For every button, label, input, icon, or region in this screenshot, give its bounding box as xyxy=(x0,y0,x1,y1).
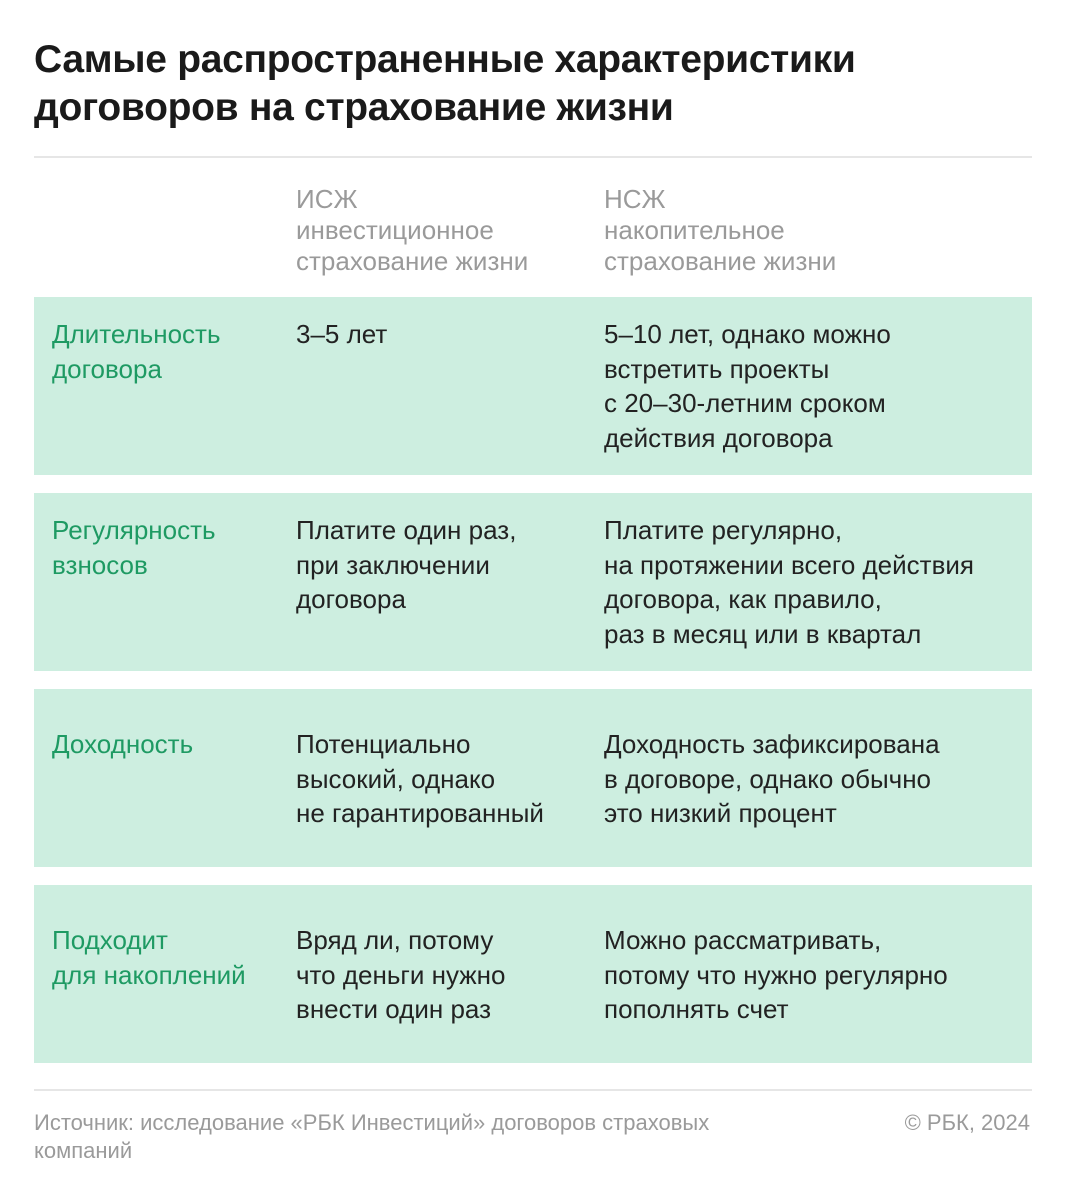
cell-line: потому что нужно регулярно xyxy=(604,959,948,990)
column-name-line: страхование жизни xyxy=(604,246,837,276)
table-row-contributions xyxy=(34,493,1032,671)
table-cell-isj xyxy=(296,923,505,1027)
cell-line: это низкий процент xyxy=(604,798,837,828)
cell-line: Доходность зафиксирована xyxy=(604,729,940,759)
table-cell-nsj xyxy=(604,727,940,831)
title-line-1: Самые распространенные характеристики xyxy=(34,38,856,81)
cell-line: с 20–30-летним сроком xyxy=(604,388,886,418)
column-name-line: инвестиционное xyxy=(296,215,494,245)
cell-line: при заключении xyxy=(296,549,490,580)
cell-line: пополнять счет xyxy=(604,994,789,1024)
table-cell-nsj xyxy=(604,923,948,1027)
column-header-nsj xyxy=(604,184,836,277)
table-row-savings xyxy=(34,885,1032,1063)
table-row-duration xyxy=(34,297,1032,475)
column-name-line: накопительное xyxy=(604,215,785,245)
title-line-2: договоров на страхование жизни xyxy=(34,86,674,129)
cell-line: Платите регулярно, xyxy=(604,515,843,545)
cell-line: внести один раз xyxy=(296,994,491,1024)
bottom-divider xyxy=(34,1089,1032,1091)
table-cell-isj xyxy=(296,317,387,352)
cell-line: встретить проекты xyxy=(604,353,830,384)
cell-line: 3–5 лет xyxy=(296,319,388,349)
cell-line: договора, как правило, xyxy=(604,584,882,614)
table-cell-nsj xyxy=(604,317,891,455)
cell-line: 5–10 лет, однако можно xyxy=(604,319,891,349)
top-divider xyxy=(34,156,1032,158)
source-note xyxy=(34,1109,709,1165)
column-abbr: ИСЖ xyxy=(296,184,358,214)
page-title xyxy=(34,36,1034,132)
cell-line: раз в месяц или в квартал xyxy=(604,618,922,649)
cell-line: Вряд ли, потому xyxy=(296,925,494,955)
row-label-line: Подходит xyxy=(52,925,168,955)
table-cell-nsj xyxy=(604,513,974,651)
source-line: Источник: исследование «РБК Инвестиций» договоров страховых xyxy=(34,1110,710,1135)
cell-line: Потенциально xyxy=(296,729,471,759)
table-cell-isj xyxy=(296,727,544,831)
cell-line: Платите один раз, xyxy=(296,515,517,545)
cell-line: что деньги нужно xyxy=(296,959,506,990)
row-label-line: Длительность xyxy=(52,319,221,349)
row-label-line: взносов xyxy=(52,549,148,580)
table-row-yield xyxy=(34,689,1032,867)
row-label-line: для накоплений xyxy=(52,959,246,990)
row-label xyxy=(52,513,216,582)
cell-line: действия договора xyxy=(604,422,833,453)
row-label-line: договора xyxy=(52,353,162,384)
row-label xyxy=(52,727,193,762)
cell-line: договора xyxy=(296,584,406,614)
row-label xyxy=(52,923,246,992)
cell-line: высокий, однако xyxy=(296,763,496,794)
cell-line: в договоре, однако обычно xyxy=(604,763,932,794)
row-label xyxy=(52,317,221,386)
column-abbr: НСЖ xyxy=(604,184,666,214)
row-label-line: Доходность xyxy=(52,729,194,759)
cell-line: не гарантированный xyxy=(296,798,544,828)
row-label-line: Регулярность xyxy=(52,515,216,545)
cell-line: на протяжении всего действия xyxy=(604,549,974,580)
copyright: © РБК, 2024 xyxy=(904,1110,1030,1135)
cell-line: Можно рассматривать, xyxy=(604,925,882,955)
table-cell-isj xyxy=(296,513,516,617)
source-line: компаний xyxy=(34,1138,133,1163)
column-name-line: страхование жизни xyxy=(296,246,529,276)
column-header-isj xyxy=(296,184,528,277)
